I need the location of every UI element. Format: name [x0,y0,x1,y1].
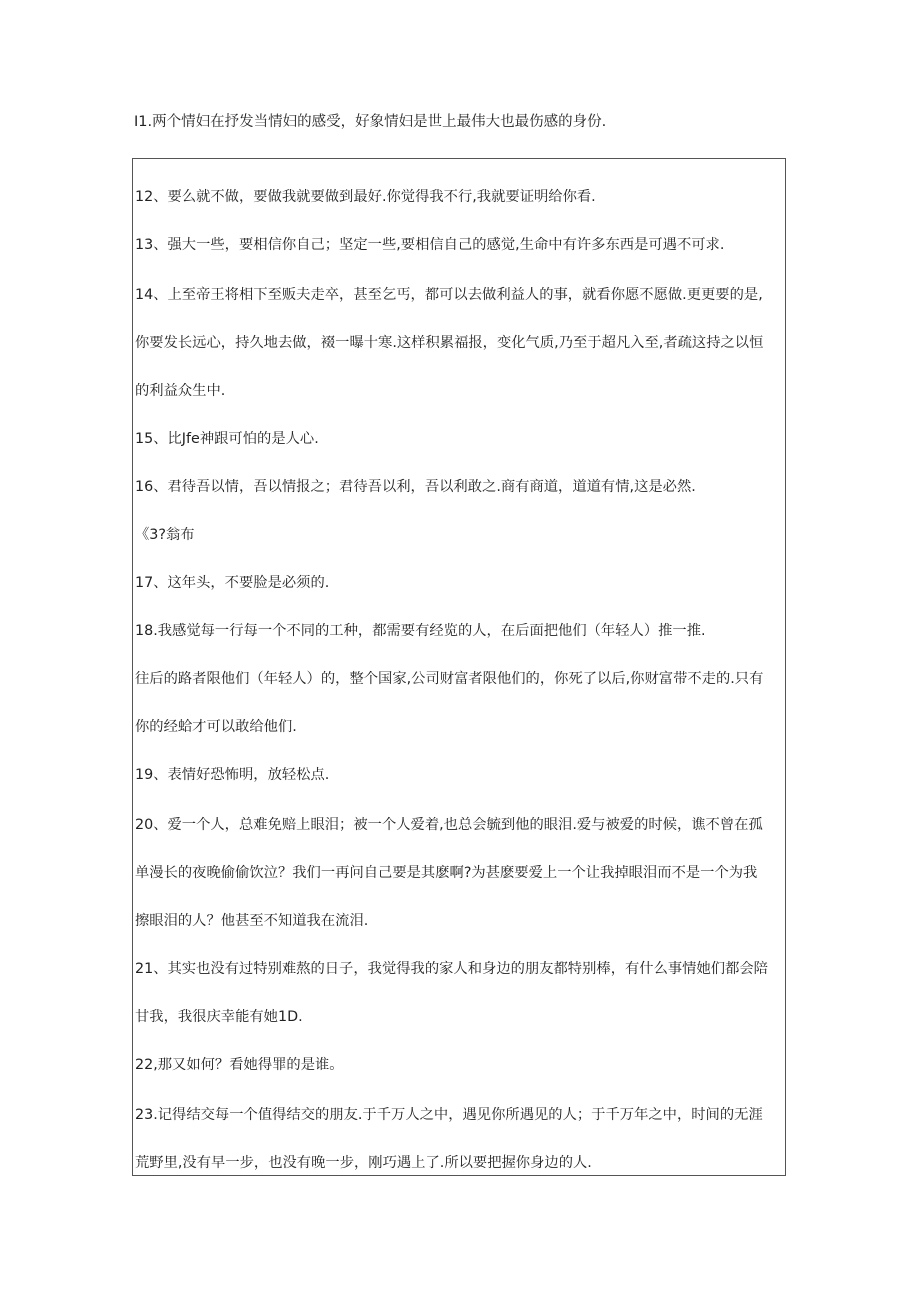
text-line: 13、强大一些，要相信你自己；坚定一些,要相信自己的感觉,生命中有许多东西是可遇不可求. [135,237,725,253]
text-line: 你要发长远心，持久地去做，裰一曝十寒.这样积累福报，变化气质,乃至于超凡入至,者疏这持之以恒 [135,335,764,351]
text-line: 19、表情好恐怖明，放轻松点. [135,767,330,783]
text-line: 《3?翁布 [135,527,195,543]
text-line: 擦眼泪的人？他甚至不知道我在流泪. [135,913,369,929]
text-line: 22,那又如何？看她得罪的是谁。 [135,1057,344,1073]
text-line: 往后的路者限他们（年轻人）的，整个国家,公司财富者限他们的，你死了以后,你财富带不走的.只有 [135,671,764,687]
text-line: 14、上至帝王将相下至贩夫走卒，甚至乞丐，都可以去做利益人的事，就看你愿不愿做.更更要的是, [135,287,763,303]
text-line: 15、比Jfe神跟可怕的是人心. [135,431,319,447]
text-line: 21、其实也没有过特别难熬的日子，我觉得我的家人和身边的朋友都特别棒，有什么事情她们都会陪 [135,961,768,977]
text-line: 你的经蛤才可以敢给他们. [135,719,297,735]
text-line: 甘我，我很庆幸能有她1D. [135,1009,303,1025]
text-line: 23.记得结交每一个值得结交的朋友.于千万人之中，遇见你所遇见的人；于千万年之中，时间的无涯 [135,1107,763,1123]
intro-line: I1.两个情妇在抒发当情妇的感受，好象情妇是世上最伟大也最伤感的身份. [134,114,607,130]
text-line: 荒野里,没有早一步，也没有晚一步，刚巧遇上了.所以要把握你身边的人. [135,1155,592,1171]
text-line: 单漫长的夜晚偷偷饮泣？我们一再问自己要是其麽啊?为甚麽要爱上一个让我掉眼泪而不是一个为我 [135,865,758,881]
text-line: 20、爱一个人，总难免赔上眼泪；被一个人爱着,也总会毓到他的眼泪.爱与被爱的时候，谯不曾在孤 [135,817,763,833]
text-line: 17、这年头，不要脸是必须的. [135,575,330,591]
text-line: 16、君待吾以情，吾以情报之；君待吾以利，吾以利敢之.商有商道，道道有情,这是必然. [135,479,696,495]
text-line: 的利益众生中. [135,383,226,399]
text-line: 18.我感觉每一行每一个不同的工种，都需要有经览的人，在后面把他们（年轻人）推一推. [135,623,706,639]
text-line: 12、要么就不做，要做我就要做到最好.你觉得我不行,我就要证明给你看. [135,189,596,205]
